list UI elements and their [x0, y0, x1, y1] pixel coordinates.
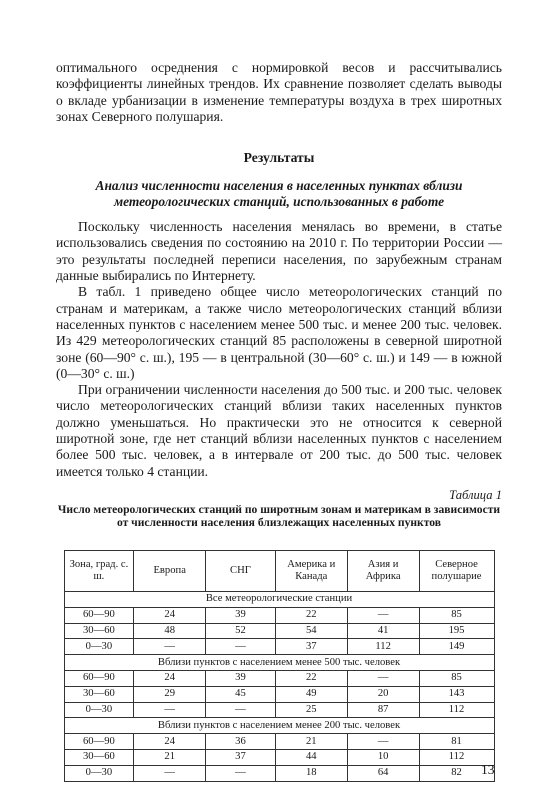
column-header: Европа — [134, 550, 206, 591]
table-cell: — — [134, 765, 206, 781]
paragraph: При ограничении численности населения до 500 тыс. и 200 тыс. человек число метеорологических станций вблизи таких населенных пунктов должно уменьшаться. Но практически это не относится к северной широтной зоне, где нет станций вблизи населенных пунктов с населением более 500 тыс. человек, а в интервале от 200 тыс. до 500 тыс. человек имеется только 4 станции. — [56, 382, 502, 479]
table-cell: 149 — [419, 639, 494, 655]
table-header-row — [64, 550, 494, 591]
column-header: Америка и Канада — [275, 550, 347, 591]
section-title: Вблизи пунктов с населением менее 500 тыс. человек — [64, 655, 494, 671]
column-header: Азия и Африка — [347, 550, 419, 591]
paragraph: Поскольку численность населения менялась во времени, в статье использовались сведения по состоянию на 2010 г. По территории России — это результаты последней переписи населения, по зарубежным странам данные выбирались по Интернету. — [56, 219, 502, 284]
table-cell: 85 — [419, 607, 494, 623]
table-cell: 21 — [134, 749, 206, 765]
table-cell: 39 — [206, 670, 276, 686]
table-cell: 10 — [347, 749, 419, 765]
table-cell: 24 — [134, 607, 206, 623]
data-table — [64, 550, 495, 782]
table-cell: 64 — [347, 765, 419, 781]
table-cell: 37 — [275, 639, 347, 655]
table-cell: 18 — [275, 765, 347, 781]
table-cell: 20 — [347, 686, 419, 702]
column-header: Северное полушарие — [419, 550, 494, 591]
table-cell: — — [134, 702, 206, 718]
table-cell: 22 — [275, 670, 347, 686]
table-row — [64, 749, 494, 765]
table-cell: 39 — [206, 607, 276, 623]
page-number: 13 — [481, 762, 495, 777]
table-row — [64, 686, 494, 702]
table-row — [64, 607, 494, 623]
table-row — [64, 765, 494, 781]
table-cell: 112 — [347, 639, 419, 655]
page-content — [56, 60, 502, 782]
table-cell: 0—30 — [64, 639, 134, 655]
table-row — [64, 734, 494, 750]
table-section-row — [64, 591, 494, 607]
table-title: Число метеорологических станций по широтным зонам и материкам в зависимости от численности населения близлежащих населенных пунктов — [57, 502, 501, 530]
table-cell: 25 — [275, 702, 347, 718]
table-cell: 37 — [206, 749, 276, 765]
column-header: СНГ — [206, 550, 276, 591]
table-cell: 195 — [419, 623, 494, 639]
table-cell: 0—30 — [64, 765, 134, 781]
table-cell: — — [206, 639, 276, 655]
table-cell: 60—90 — [64, 670, 134, 686]
table-cell: — — [206, 702, 276, 718]
table-cell: — — [347, 670, 419, 686]
table-cell: 81 — [419, 734, 494, 750]
table-cell: — — [206, 765, 276, 781]
table-section-row — [64, 655, 494, 671]
table-row — [64, 670, 494, 686]
table-cell: 48 — [134, 623, 206, 639]
table-cell: 82 — [419, 765, 494, 781]
table-cell: 30—60 — [64, 623, 134, 639]
subsection-heading: Анализ численности населения в населенных пунктах вблизи метеорологических станций, использованных в работе — [95, 178, 463, 210]
table-cell: 41 — [347, 623, 419, 639]
section-title: Вблизи пунктов с населением менее 200 тыс. человек — [64, 718, 494, 734]
table-row — [64, 623, 494, 639]
table-cell: 54 — [275, 623, 347, 639]
table-cell: — — [347, 734, 419, 750]
table-cell: 112 — [419, 749, 494, 765]
table-cell: 60—90 — [64, 607, 134, 623]
table-cell: 24 — [134, 734, 206, 750]
table-cell: 85 — [419, 670, 494, 686]
table-cell: 21 — [275, 734, 347, 750]
table-cell: 29 — [134, 686, 206, 702]
table-cell: 143 — [419, 686, 494, 702]
table-cell: 45 — [206, 686, 276, 702]
table-cell: 0—30 — [64, 702, 134, 718]
table-cell: 60—90 — [64, 734, 134, 750]
table-cell: — — [134, 639, 206, 655]
table-row — [64, 702, 494, 718]
table-cell: 30—60 — [64, 686, 134, 702]
table-cell: 22 — [275, 607, 347, 623]
table-row — [64, 639, 494, 655]
table-cell: 87 — [347, 702, 419, 718]
table-cell: 44 — [275, 749, 347, 765]
table-cell: 49 — [275, 686, 347, 702]
intro-paragraph: оптимального осреднения с нормировкой весов и рассчитывались коэффициенты линейных трендов. Их сравнение позволяет сделать выводы о вкладе урбанизации в изменение температуры воздуха в трех широтных зонах Северного полушария. — [56, 60, 502, 124]
table-cell: 36 — [206, 734, 276, 750]
section-title: Все метеорологические станции — [64, 591, 494, 607]
table-section-row — [64, 718, 494, 734]
table-cell: 112 — [419, 702, 494, 718]
table-cell: 52 — [206, 623, 276, 639]
table-cell: 30—60 — [64, 749, 134, 765]
column-header: Зона, град. с. ш. — [64, 550, 134, 591]
section-heading: Результаты — [243, 150, 315, 166]
table-cell: — — [347, 607, 419, 623]
table-label: Таблица 1 — [449, 487, 502, 502]
table-cell: 24 — [134, 670, 206, 686]
paragraph: В табл. 1 приведено общее число метеорологических станций по странам и материкам, а также число метеорологических станций вблизи населенных пунктов с населением менее 500 тыс. и менее 200 тыс. человек. Из 429 метеорологических станций 85 расположены в северной широтной зоне (60—90° с. ш.), 195 — в центральной (30—60° с. ш.) и 149 — в южной (0—30° с. ш.) — [56, 284, 502, 381]
